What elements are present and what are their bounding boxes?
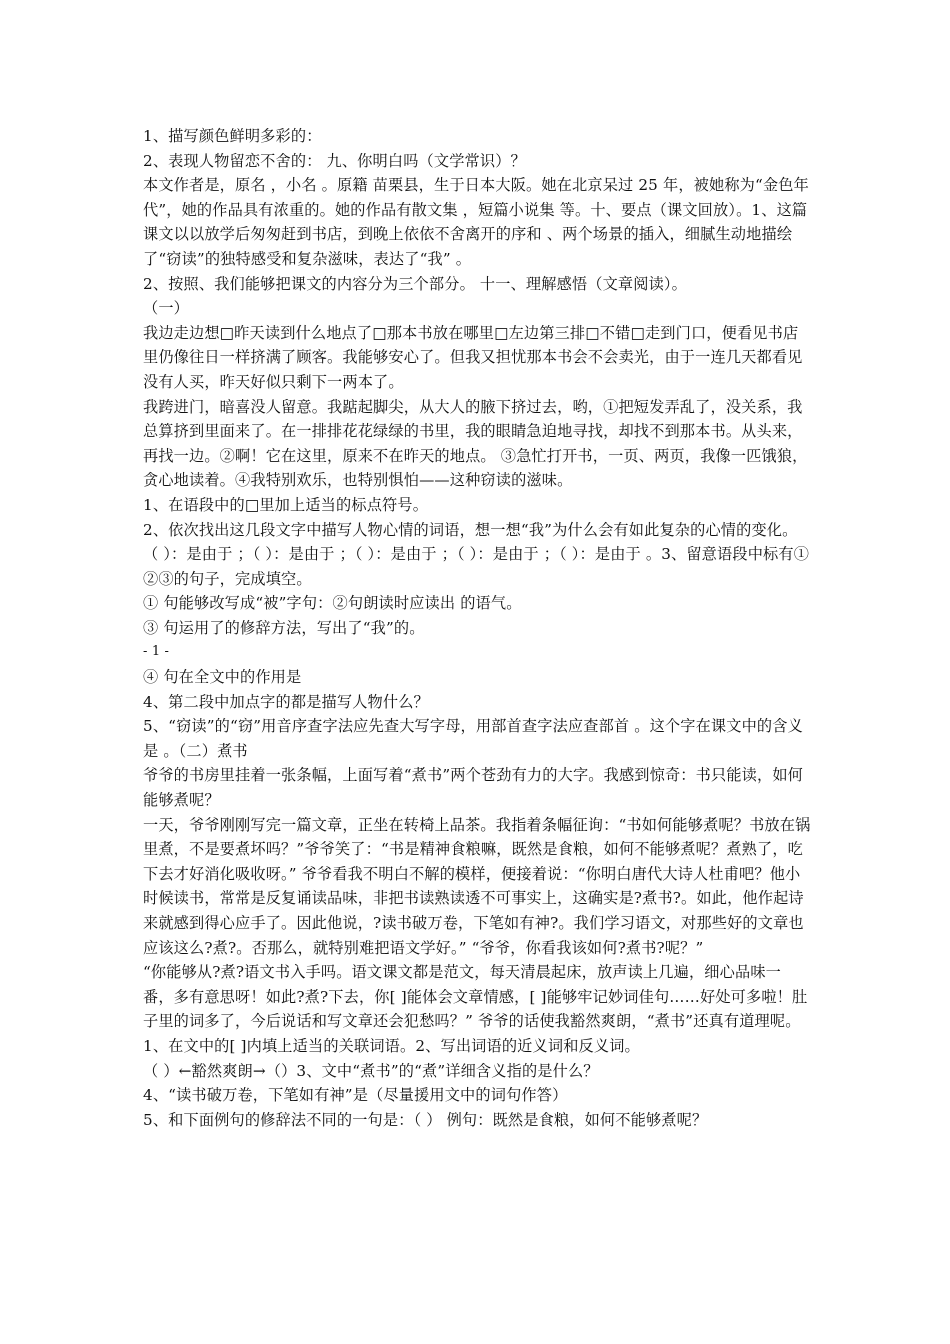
text-line: “你能够从?煮?语文书入手吗。语文课文都是范文，每天清晨起床，放声读上几遍，细心品味一番，多有意思呀！如此?煮?下去，你[ ]能体会文章情感，[ ]能够牢记妙词佳句……好处可多啦！肚子里的词多了，今后说话和写文章还会犯愁吗？” 爷爷的话使我豁然爽朗，“煮书”还真有道理呢。1、在文中的[ ]内填上适当的关联词语。2、写出词语的近义词和反义词。 <box>143 963 808 1055</box>
text-line: 4、“读书破万卷，下笔如有神”是（尽量援用文中的词句作答） <box>143 1086 568 1105</box>
text-line: 2、表现人物留恋不舍的： 九、你明白吗（文学常识）？ <box>143 151 526 170</box>
text-line: 我跨进门，暗喜没人留意。我踮起脚尖，从大人的腋下挤过去，哟，①把短发弄乱了，没关系，我总算挤到里面来了。在一排排花花绿绿的书里，我的眼睛急迫地寻找，却找不到那本书。从头来，再找一边。②啊！它在这里，原来不在昨天的地点。 ③急忙打开书，一页、两页，我像一匹饿狼，贪心地读着。④我特别欢乐，也特别惧怕——这种窃读的滋味。 <box>143 397 808 490</box>
text-line: 爷爷的书房里挂着一张条幅，上面写着“煮书”两个苍劲有力的大字。我感到惊奇：书只能读，如何能够煮呢？ <box>143 766 804 810</box>
document-page <box>143 124 811 1132</box>
text-line: 我边走边想□昨天读到什么地点了□那本书放在哪里□左边第三排□不错□走到门口，便看见书店里仍像往日一样挤满了顾客。我能够安心了。但我又担忧那本书会不会卖光，由于一连几天都看见没有人买，昨天好似只剩下一两本了。 <box>143 323 803 391</box>
text-line: （ ）：是由于 ；（ ）：是由于 ；（ ）：是由于 ；（ ）：是由于 ；（ ）：是由于 。3、留意语段中标有①②③的句子，完成填空。 <box>143 545 810 588</box>
text-line: 5、和下面例句的修辞法不同的一句是：（ ） 例句：既然是食粮，如何不能够煮呢？ <box>143 1110 708 1129</box>
page-number: - 1 - <box>143 644 170 660</box>
text-line: 4、第二段中加点字的都是描写人物什么？ <box>143 692 429 711</box>
text-line: 一天，爷爷刚刚写完一篇文章，正坐在转椅上品茶。我指着条幅征询：“书如何能够煮呢？书放在锅里煮，不是要煮坏吗？”爷爷笑了：“书是精神食粮嘛，既然是食粮，如何不能够煮呢？煮熟了，吃下去才好消化吸收呀。” 爷爷看我不明白不解的模样，便接着说：“你明白唐代大诗人杜甫吧？他小时候读书，常常是反复诵读品味，非把书读熟读透不可事实上，这确实是?煮书?。如此，他作起诗来就感到得心应手了。因此他说，?读书破万卷，下笔如有神?。我们学习语文，对那些好的文章也应该这么?煮?。否那么，就特别难把语文学好。” “爷爷，你看我该如何?煮书?呢？” <box>143 815 811 957</box>
text-line: 2、依次找出这几段文字中描写人物心情的词语，想一想“我”为什么会有如此复杂的心情的变化。 <box>143 520 798 539</box>
text-line: 1、在语段中的□里加上适当的标点符号。 <box>143 495 429 514</box>
text-line: ③ 句运用了的修辞方法，写出了“我”的。 <box>143 618 425 637</box>
text-line: （一） <box>143 299 190 318</box>
text-line: （ ）←豁然爽朗→（）3、文中“煮书”的“煮”详细含义指的是什么？ <box>143 1061 599 1080</box>
text-line: 5、“窃读”的“窃”用音序查字法应先查大写字母，用部首查字法应查部首 。这个字在课文中的含义是 。（二）煮书 <box>143 717 803 760</box>
text-line: 2、按照、我们能够把课文的内容分为三个部分。 十一、理解感悟（文章阅读）。 <box>143 274 688 293</box>
text-line: 1、描写颜色鲜明多彩的： <box>143 127 322 145</box>
text-line: ④ 句在全文中的作用是 <box>143 668 302 687</box>
text-line: ① 句能够改写成“被”字句：②句朗读时应读出 的语气。 <box>143 594 522 613</box>
text-line: 本文作者是，原名 ，小名 。原籍 苗栗县，生于日本大阪。她在北京呆过 25 年，被她称为“金色年代”，她的作品具有浓重的。她的作品有散文集 ，短篇小说集 等。十、要点（课文回放）。1、这篇课文以以放学后匆匆赶到书店，到晚上依依不舍离开的序和 、两个场景的插入，细腻生动地描绘了“窃读”的独特感受和复杂滋味，表达了“我” 。 <box>143 176 809 268</box>
